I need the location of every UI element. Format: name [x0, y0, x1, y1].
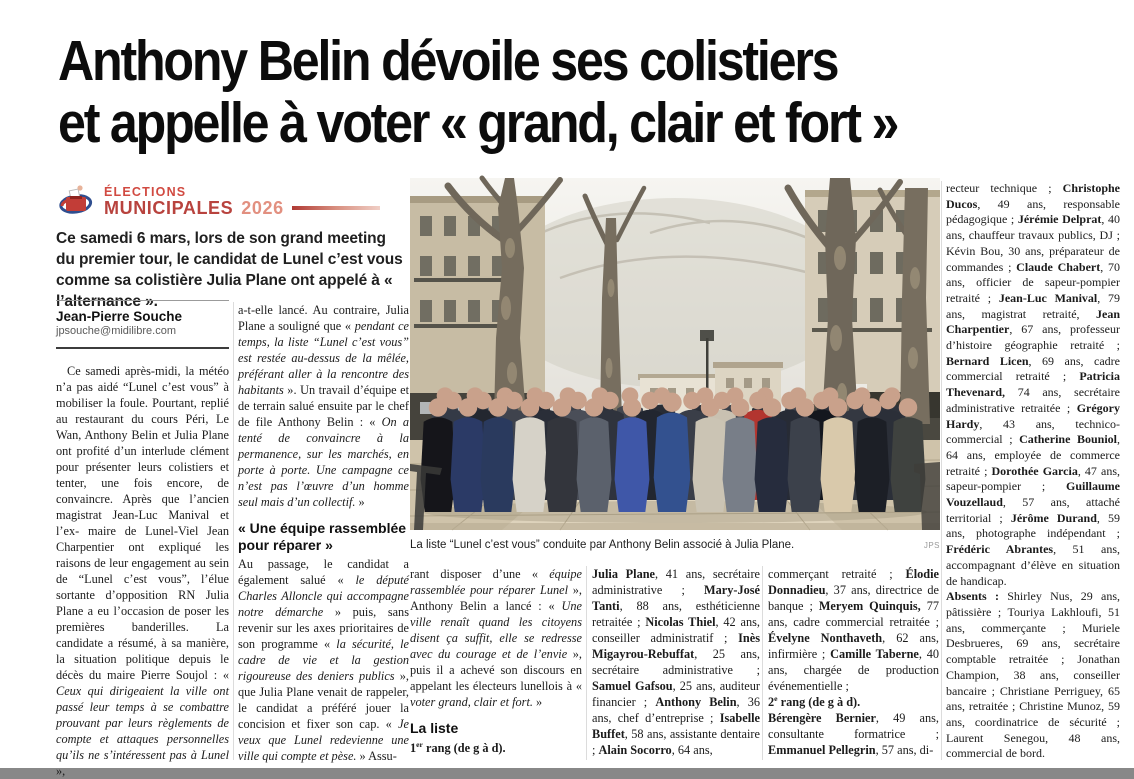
column-rule [586, 566, 587, 760]
body-paragraph: rant disposer d’une « équipe rassemblée pour réparer Lunel », Anthony Belin a lancé : « Une ville renaît quand les citoyens disent ça suffit, elle se redresse avec du courage et de l’envie », puis il a achevé son discours en appelant les électeurs lunellois à « voter grand, clair et fort. » [410, 567, 582, 709]
body-paragraph: Ce samedi après-midi, la météo n’a pas aidé “Lunel c’est vous” à mobiliser la foule. Pourtant, replié au restaurant du cours Péri, Le Wan, Anthony Belin et Julia Plane ont profité d’un interlude clément pour présenter leurs colistiers et tenter, une fois encore, de convaincre. Après que l’ancien magistrat Jean-Luc Manival et l’ex- maire de Lunel-Viel Jean Charpentier ont expliqué les raisons de leur engagement au sein de “Lunel c’est vous”, l’élue sortante d’opposition RN Julia Plane a eu l’occasion de poser les premières banderilles. La candidate a résumé, à sa manière, la situation politique depuis le décès du maire Pierre Soujol : « Ceux qui dirigeaient la ville ont passé leur temps à se combattre prouvant par leurs règlements de compte et attaques personnelles qu’ils ne s’intéressent pas à Lunel », [56, 364, 229, 778]
body-paragraph: Julia Plane, 41 ans, secrétaire administrative ; Mary-José Tanti, 88 ans, esthéticienne retraitée ; Nicolas Thiel, 42 ans, conseiller administratif ; Inès Migayrou-Rebuffat, 25 ans, secrétaire administrative ; Samuel Gafsou, 25 ans, auditeur financier ; Anthony Belin, 36 ans, chef d’entreprise ; Isabelle Buffet, 58 ans, assistante dentaire ; Alain Socorro, 64 ans, [592, 567, 760, 757]
column-2 [238, 302, 409, 763]
column-rule [233, 302, 234, 760]
rang-2-line: 2e rang (de g à d). [768, 693, 861, 709]
column-3 [410, 566, 582, 760]
group-photo [410, 178, 940, 530]
rang-1-line: 1er rang (de g à d). [410, 739, 506, 755]
body-paragraph: a-t-elle lancé. Au contraire, Julia Plane a souligné que « pendant ce temps, la liste “Lunel c’est vous” est restée au-dessus de la mêlée, préférant aller à la rencontre des habitants ». Un travail d’équipe et de terrain salué ensuite par le chef de file Anthony Belin : « On a tenté de convaincre à la permanence, sur les marchés, en porte à porte. Une campagne ce n’est pas l’œuvre d’un homme seul mais d’un collectif. » [238, 303, 409, 509]
badge-text [104, 185, 380, 218]
ballot-box-icon [56, 182, 96, 220]
photo-credit: JPS [923, 541, 940, 550]
subhead-equipe-rassemblee: « Une équipe rassemblée pour réparer » [238, 520, 407, 553]
subhead-la-liste: La liste [410, 720, 459, 736]
badge-year: 2026 [241, 197, 284, 218]
column-rule [762, 566, 763, 760]
body-paragraph: commerçant retraité ; Élodie Donnadieu, 37 ans, directrice de banque ; Meryem Quinquis, 77 ans, cadre commercial retraitée ; Évelyne Nonthaveth, 62 ans, infirmière ; Camille Taberne, 40 ans, chargée de production événementielle ; [768, 567, 940, 693]
photo-caption-row [410, 538, 940, 552]
column-4 [592, 566, 760, 760]
headline [58, 30, 1132, 154]
badge-title: MUNICIPALES [104, 197, 234, 218]
column-1 [56, 363, 229, 778]
column-rule [941, 181, 942, 760]
absents-paragraph: Absents : Shirley Nus, 29 ans, pâtissière ; Touriya Lakhloufi, 51 ans, commerçante ; Muriele Desbrueres, 69 ans, secrétaire comptable retraitée ; Jonathan Champion, 38 ans, conseiller bancaire ; Christiane Perriguey, 65 ans, retraitée ; Christine Munoz, 59 ans, coordinatrice de sécurité ; Laurent Senegou, 48 ans, commercial de bord. [946, 589, 1120, 761]
badge-rule [292, 206, 380, 210]
headline-line-2: et appelle à voter « grand, clair et fort » [58, 91, 898, 155]
elections-badge [56, 182, 380, 220]
body-paragraph: Au passage, le candidat a également salué « le député Charles Alloncle qui accompagne notre démarche » puis, sans revenir sur les axes prioritaires de son programme « la sécurité, le cadre de vie et la gestion rigoureuse des deniers publics », que Julia Plane venait de rappeler, le candidat a préféré jouer la concision et fixer son cap. « Je veux que Lunel redevienne une ville qui compte et pèse. » Assu- [238, 557, 409, 763]
body-paragraph: Bérengère Bernier, 49 ans, consultante formatrice ; Emmanuel Pellegrin, 57 ans, di- [768, 711, 939, 757]
author-name: Jean-Pierre Souche [56, 309, 183, 324]
column-6 [946, 181, 1120, 761]
badge-kicker: ÉLECTIONS [104, 184, 187, 199]
byline [56, 300, 229, 349]
column-5 [768, 566, 939, 760]
body-paragraph: recteur technique ; Christophe Ducos, 49 ans, responsable pédagogique ; Jérémie Delprat, 40 ans, chauffeur travaux publics, DJ ; Kévin Bou, 30 ans, préparateur de commandes ; Claude Chabert, 70 ans, officier de sapeur-pompier retraité ; Jean-Luc Manival, 79 ans, magistrat retraité, Jean Charpentier, 67 ans, professeur d’histoire géographie retraité ; Bernard Licen, 69 ans, cadre commercial retraité ; Patricia Thevenard, 74 ans, secrétaire administrative retraitée ; Grégory Hardy, 43 ans, technico-commercial ; Catherine Bouniol, 64 ans, employée de commerce retraité ; Dorothée Garcia, 47 ans, sapeur-pompier ; Guillaume Vouzellaud, 57 ans, attaché territorial ; Jérôme Durand, 59 ans, photographe indépendant ; Frédéric Abrantes, 51 ans, accompagnant d’élève en situation de handicap. [946, 181, 1121, 588]
photo-caption: La liste “Lunel c’est vous” conduite par Anthony Belin associé à Julia Plane. [410, 539, 795, 551]
author-email: jpsouche@midilibre.com [56, 325, 176, 337]
headline-line-1: Anthony Belin dévoile ses colistiers [58, 29, 838, 93]
lead-paragraph: Ce samedi 6 mars, lors de son grand meeting du premier tour, le candidat de Lunel c’est vous comme sa colistière Julia Plane ont appelé à « l’alternance ». [56, 230, 403, 310]
